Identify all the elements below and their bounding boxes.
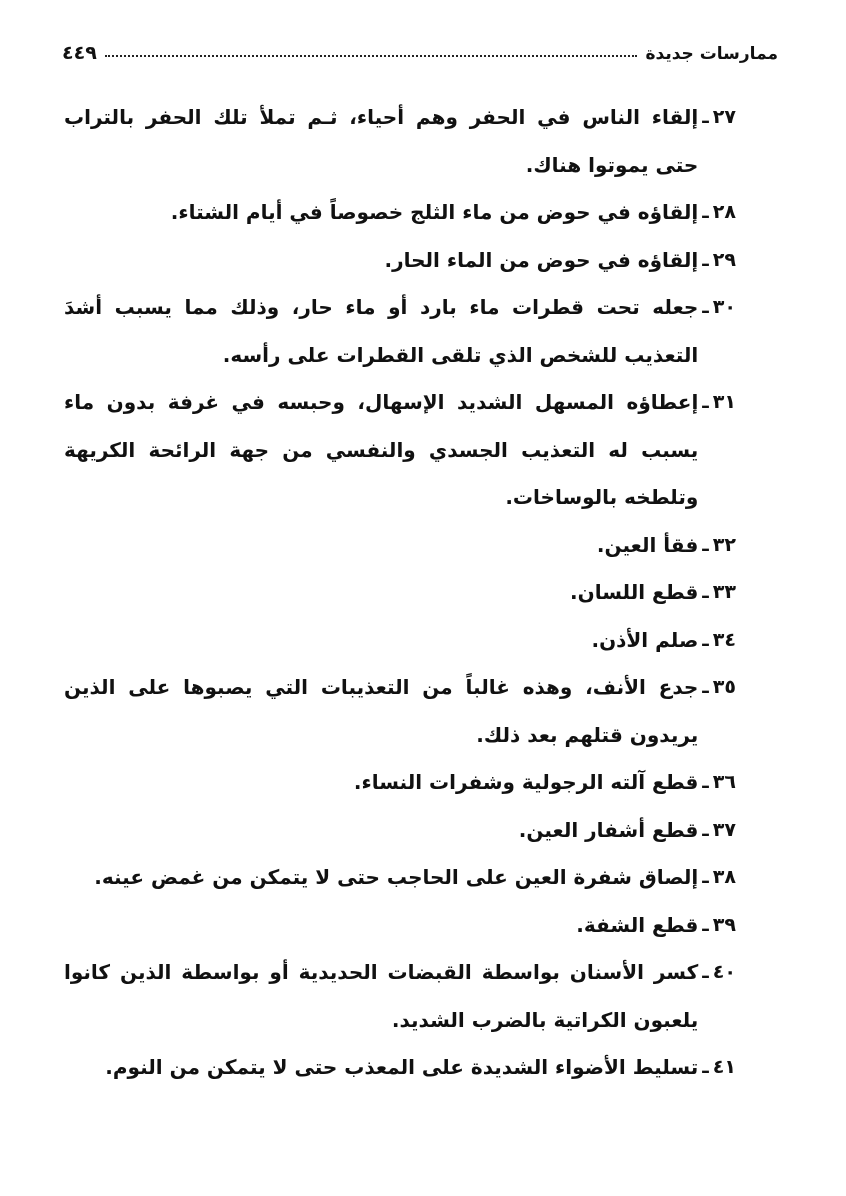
item-text: صلم الأذن. (591, 627, 699, 652)
item-text: جعله تحت قطرات ماء بارد أو ماء حار، وذلك مما يسبب أشدَ التعذيب للشخص الذي تلقى القطرات على رأسه. (64, 295, 699, 367)
item-text: قطع الشفة. (576, 912, 699, 937)
list-item: ٣٥ـ جدع الأنف، وهذه غالباً من التعذيبات التي يصبوها على الذين يريدون قتلهم بعد ذلك. (64, 664, 736, 759)
page-number: ٤٤٩ (62, 42, 97, 64)
item-number: ٢٧ (712, 106, 736, 128)
running-title: ممارسات جديدة (645, 44, 778, 64)
list-item: ٢٧ـ إلقاء الناس في الحفر وهم أحياء، ثـم تملأ تلك الحفر بالتراب حتى يموتوا هناك. (64, 94, 736, 189)
item-number: ٣٤ (712, 628, 736, 651)
list-item: ٣٢ـ فقأ العين. (64, 522, 736, 570)
item-text: إعطاؤه المسهل الشديد الإسهال، وحبسه في غرفة بدون ماء يسبب له التعذيب الجسدي والنفسي من جهة الرائحة الكريهة وتلطخه بالوساخات. (64, 390, 699, 509)
list-item: ٢٩ـ إلقاؤه في حوض من الماء الحار. (64, 237, 736, 285)
list-item: ٣٠ـ جعله تحت قطرات ماء بارد أو ماء حار، وذلك مما يسبب أشدَ التعذيب للشخص الذي تلقى القطرات على رأسه. (64, 284, 736, 379)
item-text: قطع آلته الرجولية وشفرات النساء. (353, 770, 699, 794)
item-number: ٢٨ (712, 201, 736, 223)
item-text: فقأ العين. (596, 532, 699, 557)
dotted-leader (105, 55, 638, 57)
item-text: قطع أشفار العين. (518, 817, 699, 842)
item-number: ٣٥ (712, 676, 736, 698)
list-item: ٤٠ـ كسر الأسنان بواسطة القبضات الحديدية أو بواسطة الذين كانوا يلعبون الكراتية بالضرب الشديد. (64, 949, 736, 1044)
list-item: ٣٤ـ صلم الأذن. (64, 617, 736, 665)
item-number: ٣٦ (712, 771, 736, 793)
item-text: تسليط الأضواء الشديدة على المعذب حتى لا يتمكن من النوم. (105, 1055, 699, 1079)
item-number: ٢٩ (712, 248, 736, 271)
item-number: ٣٧ (712, 818, 736, 841)
item-number: ٣٢ (712, 533, 736, 556)
item-text: إلقاء الناس في الحفر وهم أحياء، ثـم تملأ تلك الحفر بالتراب حتى يموتوا هناك. (64, 105, 699, 177)
list-item: ٣٩ـ قطع الشفة. (64, 902, 736, 950)
list-item: ٢٨ـ إلقاؤه في حوض من ماء الثلج خصوصاً في أيام الشتاء. (64, 189, 736, 237)
list-item: ٣٦ـ قطع آلته الرجولية وشفرات النساء. (64, 759, 736, 807)
item-number: ٣٣ (712, 581, 736, 603)
item-number: ٣٨ (712, 866, 736, 888)
list-item: ٣٧ـ قطع أشفار العين. (64, 807, 736, 855)
item-text: إلصاق شفرة العين على الحاجب حتى لا يتمكن من غمض عينه. (94, 865, 699, 889)
item-number: ٤١ (712, 1056, 736, 1078)
numbered-list (64, 94, 736, 1092)
item-text: قطع اللسان. (570, 580, 699, 604)
item-number: ٣٩ (712, 913, 736, 936)
page-header (62, 30, 778, 64)
item-number: ٣١ (712, 391, 736, 413)
item-number: ٣٠ (712, 296, 736, 318)
list-item: ٣٣ـ قطع اللسان. (64, 569, 736, 617)
list-item: ٤١ـ تسليط الأضواء الشديدة على المعذب حتى لا يتمكن من النوم. (64, 1044, 736, 1092)
item-number: ٤٠ (712, 961, 736, 983)
item-text: إلقاؤه في حوض من ماء الثلج خصوصاً في أيام الشتاء. (170, 200, 699, 224)
item-text: جدع الأنف، وهذه غالباً من التعذيبات التي يصبوها على الذين يريدون قتلهم بعد ذلك. (64, 675, 699, 747)
list-item: ٣١ـ إعطاؤه المسهل الشديد الإسهال، وحبسه في غرفة بدون ماء يسبب له التعذيب الجسدي والنفسي من جهة الرائحة الكريهة وتلطخه بالوساخات. (64, 379, 736, 522)
item-text: كسر الأسنان بواسطة القبضات الحديدية أو بواسطة الذين كانوا يلعبون الكراتية بالضرب الشديد. (64, 960, 699, 1032)
list-item: ٣٨ـ إلصاق شفرة العين على الحاجب حتى لا يتمكن من غمض عينه. (64, 854, 736, 902)
item-text: إلقاؤه في حوض من الماء الحار. (384, 247, 699, 272)
